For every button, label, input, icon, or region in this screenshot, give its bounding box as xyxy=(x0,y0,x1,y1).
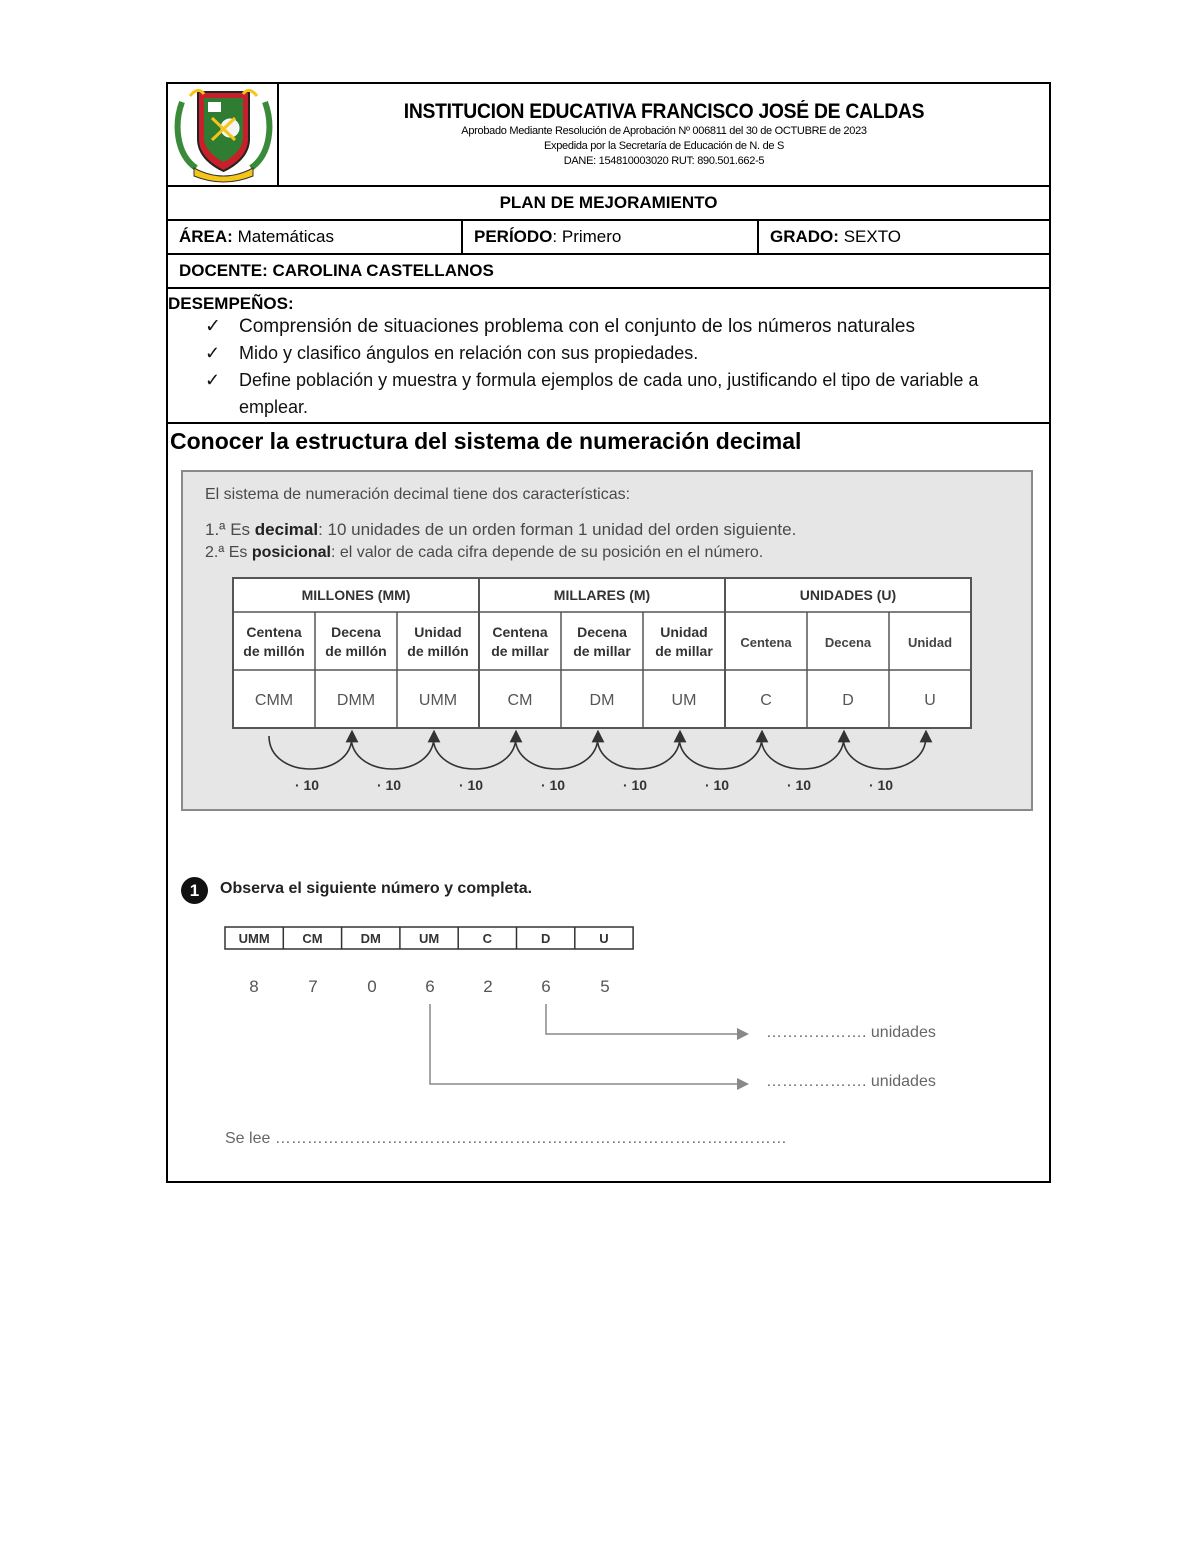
order-header: de millar xyxy=(491,643,549,659)
times-ten-arrow xyxy=(351,736,434,769)
digit: 6 xyxy=(541,977,551,996)
digit: 0 xyxy=(367,977,377,996)
desempeno-item: ✓ Comprensión de situaciones problema con el conjunto de los números naturales xyxy=(168,313,1048,340)
times-ten-arrow xyxy=(761,736,844,769)
order-header: Centena xyxy=(492,624,548,640)
docente-row: DOCENTE: CAROLINA CASTELLANOS xyxy=(168,255,1049,289)
times-ten-arrow xyxy=(433,736,516,769)
order-code: UMM xyxy=(418,692,458,709)
times-ten-arrow xyxy=(679,736,762,769)
characteristic-2: 2.ª Es posicional: el valor de cada cifra depende de su posición en el número. xyxy=(205,544,764,561)
arrow-thousands xyxy=(430,1004,746,1084)
exercise-header: UMM xyxy=(238,931,270,946)
digit: 8 xyxy=(249,977,259,996)
decimal-system-panel xyxy=(181,470,1033,811)
exercise-number-icon: 1 xyxy=(181,877,208,904)
characteristic-1: 1.ª Es decimal: 10 unidades de un orden forman 1 unidad del orden siguiente. xyxy=(205,520,797,539)
order-code: CM xyxy=(507,692,533,709)
exercise-header: C xyxy=(482,931,493,946)
order-header: Centena xyxy=(246,624,302,640)
order-code: C xyxy=(760,692,772,709)
order-code: CMM xyxy=(254,692,294,709)
digit: 6 xyxy=(425,977,435,996)
order-header: de millón xyxy=(325,643,387,659)
desempenos-section xyxy=(168,289,1049,424)
panel-intro: El sistema de numeración decimal tiene dos características: xyxy=(205,486,631,503)
exercise-header: D xyxy=(540,931,551,946)
school-crest-icon xyxy=(168,84,279,185)
times-ten-label: · 10 xyxy=(622,777,648,793)
periodo-value: : Primero xyxy=(552,227,622,246)
order-header: de millón xyxy=(243,643,305,659)
exercise-header: CM xyxy=(302,931,323,946)
school-crest-cell xyxy=(168,84,279,185)
check-icon: ✓ xyxy=(205,370,221,390)
area-value: Matemáticas xyxy=(237,227,334,246)
answer-blank-2[interactable]: ………………. unidades xyxy=(766,1073,936,1090)
exercise-arrows xyxy=(368,994,968,1114)
order-header: Unidad xyxy=(660,624,708,640)
order-header: Decena xyxy=(577,624,627,640)
answer-blank-1[interactable]: ………………. unidades xyxy=(766,1024,936,1041)
times-ten-arrow xyxy=(597,736,680,769)
exercise-header: U xyxy=(599,931,609,946)
exercise-header-table xyxy=(224,926,644,952)
digit: 7 xyxy=(308,977,318,996)
institution-info xyxy=(279,84,1049,169)
times-ten-arrow xyxy=(843,736,926,769)
order-header: de millar xyxy=(573,643,631,659)
order-code: DM xyxy=(589,692,615,709)
se-lee-line[interactable]: Se lee …………………………………………………………………………………… xyxy=(225,1130,787,1147)
area-label: ÁREA: xyxy=(179,227,233,246)
times-ten-label: · 10 xyxy=(786,777,812,793)
grado-cell xyxy=(759,221,1049,253)
order-code: DMM xyxy=(336,692,376,709)
grado-value: SEXTO xyxy=(843,227,902,246)
dane-rut-line: DANE: 154810003020 RUT: 890.501.662-5 xyxy=(563,155,765,167)
times-ten-arrow xyxy=(515,736,598,769)
periodo-label: PERÍODO xyxy=(474,227,553,246)
issued-line: Expedida por la Secretaría de Educación de N. de S xyxy=(544,140,784,152)
periodo-cell xyxy=(463,221,759,253)
exercise-header: DM xyxy=(360,931,381,946)
place-value-diagram xyxy=(183,472,1031,809)
header-row xyxy=(168,84,1049,187)
check-icon: ✓ xyxy=(205,343,221,363)
exercise-header: UM xyxy=(418,931,440,946)
desempeno-item: ✓ Mido y clasifico ángulos en relación con sus propiedades. xyxy=(168,340,1048,367)
grado-label: GRADO: xyxy=(770,227,839,246)
times-ten-arrow xyxy=(269,736,352,769)
worksheet xyxy=(166,82,1051,1183)
order-header: Decena xyxy=(331,624,381,640)
institution-name: INSTITUCION EDUCATIVA FRANCISCO JOSÉ DE CALDAS xyxy=(403,100,925,123)
plan-title: PLAN DE MEJORAMIENTO xyxy=(168,187,1049,221)
desempeno-item: ✓ Define población y muestra y formula ejemplos de cada uno, justificando el tipo de variable a emplear. xyxy=(168,367,1048,421)
arrow-tens xyxy=(546,1004,746,1034)
order-header: Centena xyxy=(740,635,792,650)
times-ten-label: · 10 xyxy=(704,777,730,793)
order-code: U xyxy=(924,692,936,709)
approval-line: Aprobado Mediante Resolución de Aprobación Nº 006811 del 30 de OCTUBRE de 2023 xyxy=(461,125,867,137)
times-ten-label: · 10 xyxy=(540,777,566,793)
order-code: UM xyxy=(671,692,697,709)
digit: 5 xyxy=(600,977,610,996)
times-ten-label: · 10 xyxy=(376,777,402,793)
times-ten-label: · 10 xyxy=(868,777,894,793)
exercise-title: Observa el siguiente número y completa. xyxy=(220,880,533,897)
times-ten-label: · 10 xyxy=(294,777,320,793)
times-ten-label: · 10 xyxy=(458,777,484,793)
order-code: D xyxy=(842,692,854,709)
info-row xyxy=(168,221,1049,255)
order-header: Unidad xyxy=(414,624,462,640)
order-header: Unidad xyxy=(907,635,953,650)
desempenos-title: DESEMPEÑOS: xyxy=(168,294,294,313)
area-cell xyxy=(168,221,463,253)
order-header: de millón xyxy=(407,643,469,659)
group-header: UNIDADES (U) xyxy=(799,587,897,603)
digit: 2 xyxy=(483,977,493,996)
section-title: Conocer la estructura del sistema de numeración decimal xyxy=(170,428,802,454)
order-header: de millar xyxy=(655,643,713,659)
group-header: MILLARES (M) xyxy=(553,587,651,603)
check-icon: ✓ xyxy=(205,316,221,337)
order-header: Decena xyxy=(824,635,872,650)
desempenos-list xyxy=(168,313,1048,421)
group-header: MILLONES (MM) xyxy=(301,587,411,603)
